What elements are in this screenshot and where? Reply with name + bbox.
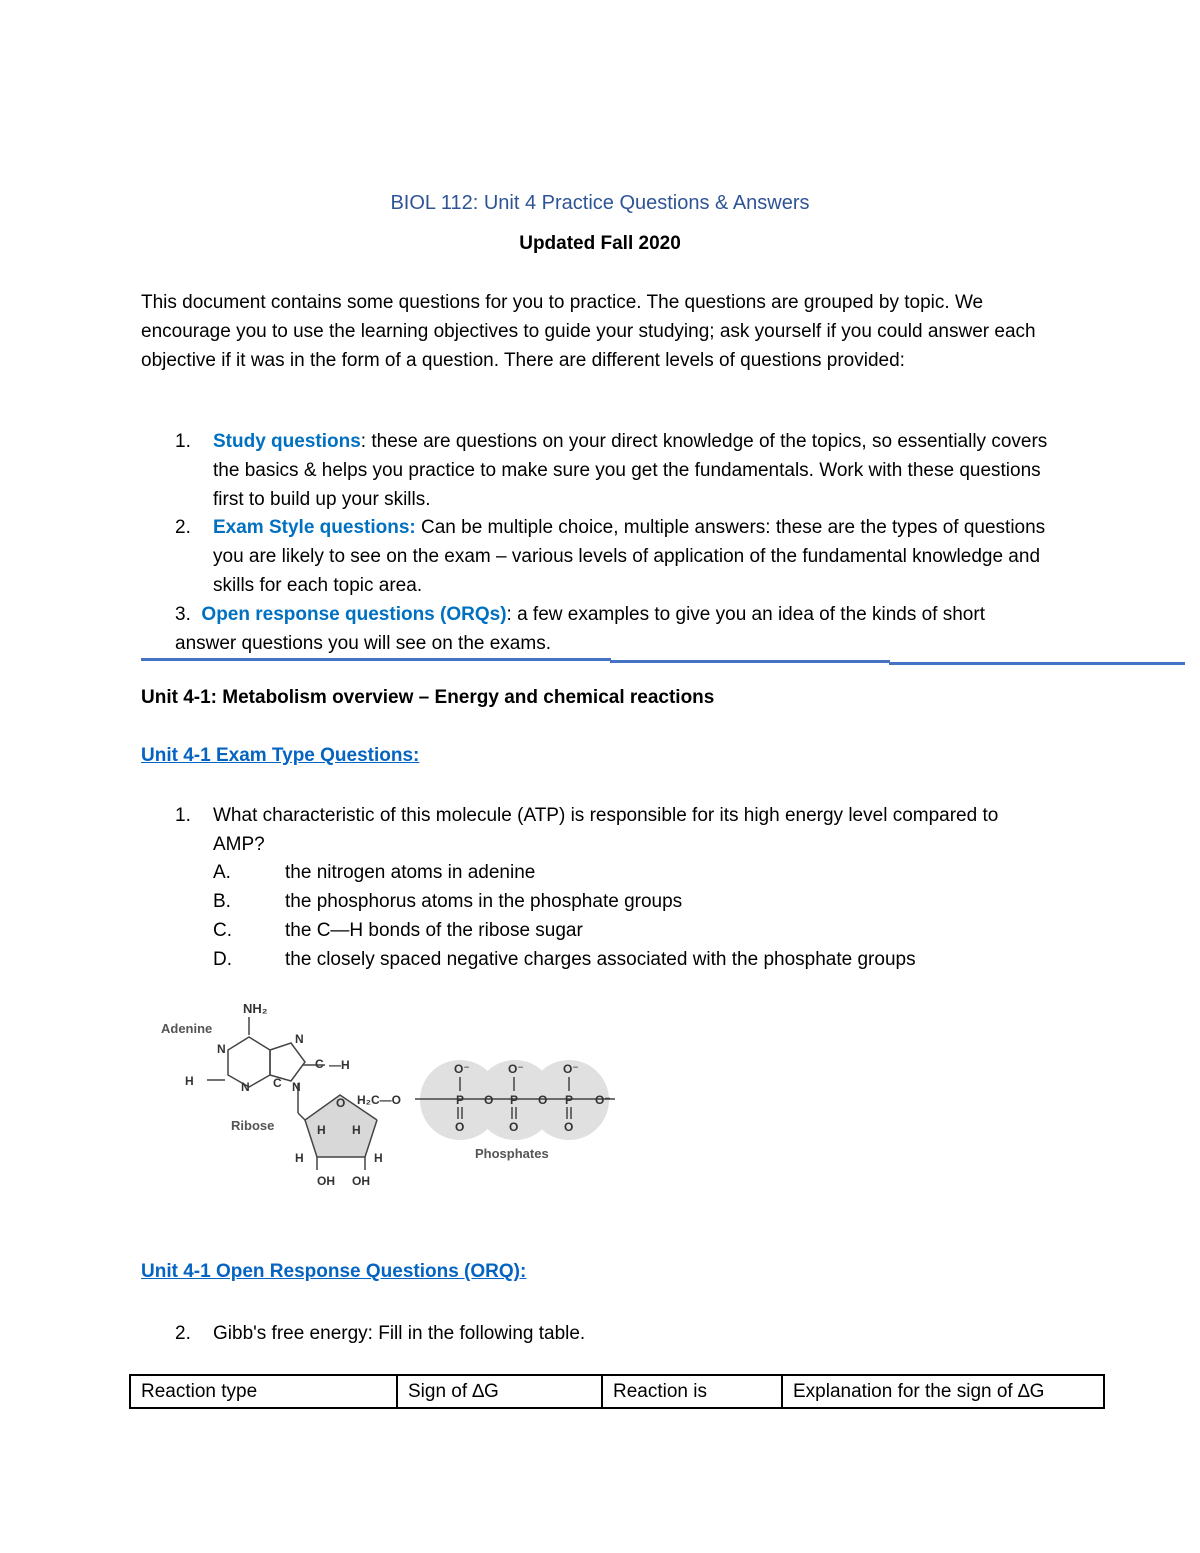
document-subtitle: Updated Fall 2020	[519, 233, 681, 254]
svg-text:H: H	[352, 1123, 361, 1137]
adenine-label: Adenine	[161, 1021, 213, 1036]
level-number: 2.	[175, 517, 191, 538]
intro-text: This document contains some questions for you to practice. The questions are grouped by topic. We encourage you to use the learning objectives to guide your studying; ask yourself if you could answer each objective if it was in the form of a question. There are different levels of questions provided:	[141, 292, 1036, 371]
level-number: 3.	[175, 604, 191, 625]
question-text: What characteristic of this molecule (ATP) is responsible for its high energy level compared to AMP?	[213, 805, 999, 855]
level-item	[175, 600, 1055, 660]
svg-text:O: O	[455, 1120, 465, 1134]
svg-text:N: N	[217, 1042, 226, 1056]
level-body	[175, 600, 1045, 658]
atp-structure-figure	[155, 995, 625, 1195]
level-number: 1.	[175, 431, 191, 452]
svg-text:C: C	[273, 1076, 282, 1090]
svg-text:O: O	[509, 1120, 519, 1134]
level-text: : a few examples to give you an idea of the kinds of short answer questions you will see on the exams.	[175, 604, 985, 654]
svg-text:N: N	[241, 1080, 250, 1094]
level-body	[213, 513, 1063, 600]
adenine-atoms	[185, 1032, 350, 1094]
svg-text:—H: —H	[329, 1058, 350, 1072]
document-title: BIOL 112: Unit 4 Practice Questions & Answers	[390, 192, 810, 214]
level-label: Study questions	[213, 431, 361, 452]
level-item	[175, 427, 1075, 517]
svg-text:H: H	[185, 1074, 194, 1088]
svg-text:C: C	[315, 1057, 324, 1071]
svg-text:P: P	[510, 1093, 519, 1107]
nh2-label: NH₂	[243, 1001, 268, 1016]
svg-text:O⁻: O⁻	[454, 1062, 470, 1076]
option-letter: D.	[213, 949, 232, 970]
divider-rule	[889, 662, 1185, 665]
svg-text:O: O	[484, 1093, 494, 1107]
svg-text:H: H	[295, 1151, 304, 1165]
adenine-rings	[207, 1017, 325, 1113]
svg-text:O⁻: O⁻	[595, 1093, 611, 1107]
gibbs-table	[129, 1374, 1105, 1409]
level-text: Can be multiple choice, multiple answers: these are the types of questions you are likely to see on the exam – various levels of application of the fundamental knowledge and skills for each topic area.	[213, 517, 1046, 596]
option-text: the closely spaced negative charges associated with the phosphate groups	[285, 949, 916, 970]
table-header-cell: Sign of ∆G	[397, 1375, 602, 1408]
svg-text:N: N	[295, 1032, 304, 1046]
option-letter: B.	[213, 891, 231, 912]
section-heading: Unit 4-1: Metabolism overview – Energy and chemical reactions	[141, 687, 715, 708]
exam-questions-link[interactable]: Unit 4-1 Exam Type Questions:	[141, 745, 420, 766]
table-header-cell: Explanation for the sign of ∆G	[782, 1375, 1104, 1408]
svg-text:P: P	[565, 1093, 574, 1107]
svg-text:O⁻: O⁻	[563, 1062, 579, 1076]
svg-text:O: O	[564, 1120, 574, 1134]
orq-heading[interactable]	[141, 1261, 526, 1283]
orq-link[interactable]: Unit 4-1 Open Response Questions (ORQ):	[141, 1261, 527, 1282]
ribose-label: Ribose	[231, 1118, 275, 1133]
level-label: Exam Style questions:	[213, 517, 416, 538]
intro-paragraph	[141, 288, 1061, 375]
exam-questions-heading[interactable]	[141, 745, 419, 767]
level-body	[213, 427, 1063, 514]
table-header-cell: Reaction type	[130, 1375, 397, 1408]
option-text: the C—H bonds of the ribose sugar	[285, 920, 583, 941]
question-text: Gibb's free energy: Fill in the following table.	[213, 1323, 586, 1344]
svg-text:H: H	[317, 1123, 326, 1137]
question-number: 1.	[175, 805, 191, 826]
table-header-cell: Reaction is	[602, 1375, 782, 1408]
option-letter: C.	[213, 920, 232, 941]
phosphates-label: Phosphates	[475, 1146, 549, 1161]
level-label: Open response questions (ORQs)	[201, 604, 507, 625]
svg-text:O: O	[538, 1093, 548, 1107]
svg-text:H: H	[374, 1151, 383, 1165]
svg-text:N: N	[292, 1080, 301, 1094]
option-text: the nitrogen atoms in adenine	[285, 862, 536, 883]
divider-rule	[141, 658, 611, 661]
divider-rule	[610, 660, 890, 663]
level-item	[175, 513, 1075, 603]
level-text: : these are questions on your direct knowledge of the topics, so essentially covers the basics & helps you practice to make sure you get the fundamentals. Work with these questions first to build up your skills.	[213, 431, 1048, 510]
svg-text:O⁻: O⁻	[508, 1062, 524, 1076]
svg-text:OH: OH	[317, 1174, 335, 1188]
h2c-label: H₂C—O	[357, 1093, 401, 1107]
table-header-row	[130, 1375, 1104, 1408]
svg-text:P: P	[456, 1093, 465, 1107]
svg-text:OH: OH	[352, 1174, 370, 1188]
option-text: the phosphorus atoms in the phosphate groups	[285, 891, 683, 912]
svg-text:O: O	[336, 1096, 346, 1110]
question-number: 2.	[175, 1323, 191, 1344]
option-letter: A.	[213, 862, 231, 883]
